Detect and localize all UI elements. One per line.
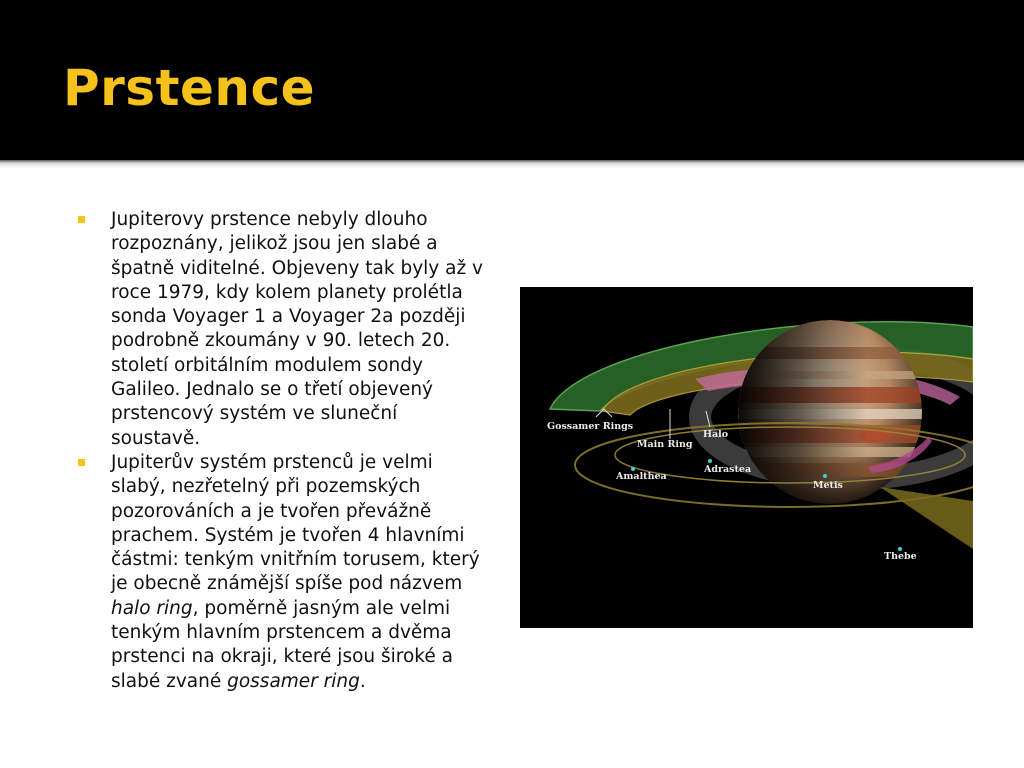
bullet-square-icon — [78, 459, 85, 466]
title-bar — [0, 0, 1024, 160]
bullet-item-1 — [78, 208, 488, 451]
bullet-2-text-before: Jupiterův systém prstenců je velmi slabý, nezřetelný při pozemských pozorováních a je tvořen převážně prachem. Systém je tvořen 4 hlavními částmi: tenkým vnitřním torusem, který je obecně známější spíše pod názvem — [111, 451, 480, 595]
label-adrastea: Adrastea — [704, 464, 752, 475]
bullet-text-2 — [111, 451, 488, 694]
title-divider — [0, 160, 1024, 168]
jupiter-rings-diagram — [520, 287, 973, 628]
label-amalthea: Amalthea — [616, 471, 667, 482]
bullet-list — [78, 208, 488, 694]
label-thebe: Thebe — [884, 551, 917, 562]
bullet-text-1 — [111, 208, 488, 451]
bullet-square-icon — [78, 216, 85, 223]
bullet-item-2 — [78, 451, 488, 694]
label-halo: Halo — [703, 429, 729, 440]
bullet-1-text: Jupiterovy prstence nebyly dlouho rozpoznány, jelikož jsou jen slabé a špatně viditelné. Objeveny tak byly až v roce 1979, kdy kolem planety prolétla sonda Voyager 1 a Voyager 2a později podrobně zkoumány v 90. letech 20. století orbitálním modulem sondy Galileo. Jednalo se o třetí objevený prstencový systém ve sluneční soustavě. — [111, 209, 484, 449]
bullet-2-em-gossamer: gossamer ring — [227, 670, 360, 692]
bullet-2-text-middle: , poměrně jasným ale velmi tenkým hlavním prstencem a dvěma prstenci na okraji, které jsou široké a slabé zvané — [111, 597, 453, 692]
slide-content — [0, 168, 1024, 768]
bullet-2-text-after: . — [359, 670, 366, 692]
label-metis: Metis — [813, 480, 843, 491]
metis-moon — [823, 474, 827, 478]
slide-title: Prstence — [63, 59, 316, 117]
adrastea-moon — [708, 459, 712, 463]
bullet-2-em-halo: halo ring — [111, 597, 193, 619]
label-gossamer-rings: Gossamer Rings — [547, 421, 634, 432]
gossamer-ring-front-band — [880, 487, 973, 549]
label-main-ring: Main Ring — [637, 439, 693, 450]
